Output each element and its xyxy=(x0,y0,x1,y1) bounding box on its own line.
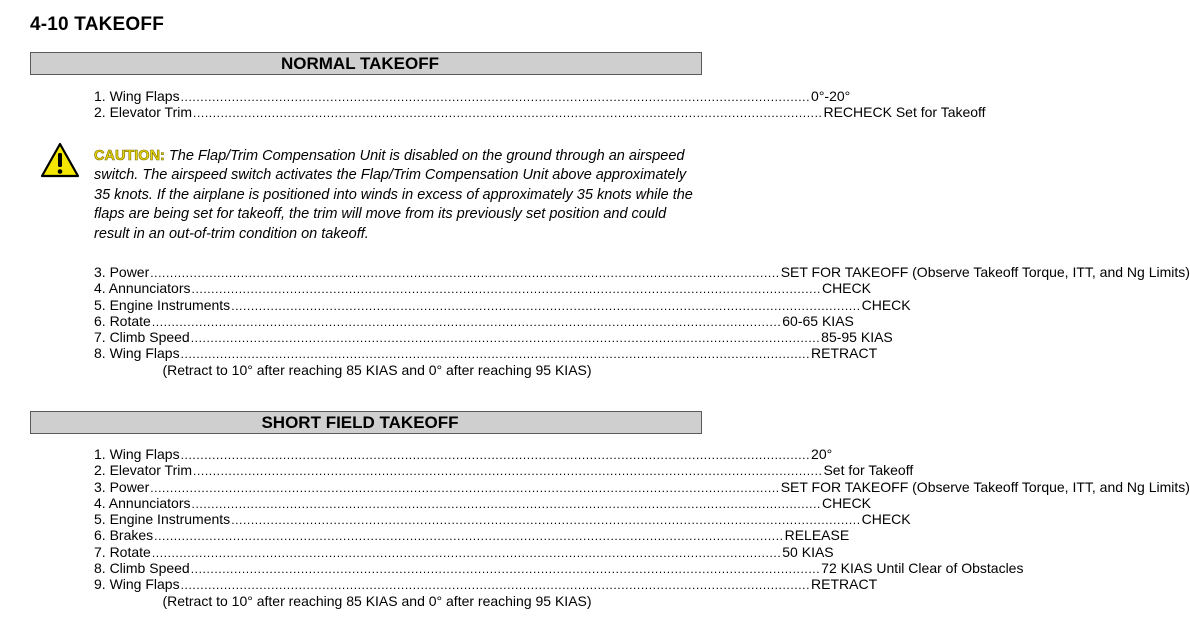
dot-leader: ................................................................................................................................................................ xyxy=(151,545,782,560)
section-title-normal: NORMAL TAKEOFF xyxy=(280,54,440,73)
dot-leader: ................................................................................................................................................................ xyxy=(151,314,782,329)
item-value: CHECK xyxy=(821,494,871,511)
checklist-item xyxy=(94,104,986,121)
dot-leader: ................................................................................................................................................................ xyxy=(190,562,821,577)
caution-label: CAUTION: xyxy=(94,148,165,164)
item-value: RETRACT xyxy=(811,576,878,593)
checklist-item xyxy=(94,560,1024,577)
item-value: 85-95 KIAS xyxy=(821,329,893,346)
item-label: 3. Power xyxy=(94,478,150,495)
item-label: 8. Climb Speed xyxy=(94,560,190,577)
item-value: RELEASE xyxy=(784,527,850,544)
item-value: CHECK xyxy=(861,296,911,313)
item-value: 60-65 KIAS xyxy=(782,312,854,329)
item-label: 2. Elevator Trim xyxy=(94,104,193,121)
item-label: 1. Wing Flaps xyxy=(94,446,180,462)
dot-leader: ................................................................................................................................................................ xyxy=(231,298,861,313)
retract-note: (Retract to 10° after reaching 85 KIAS and 0° after reaching 95 KIAS) xyxy=(162,592,592,609)
dot-leader: ................................................................................................................................................................ xyxy=(191,496,821,511)
item-label: 4. Annunciators xyxy=(94,494,191,511)
checklist-item xyxy=(94,280,871,297)
dot-leader: ................................................................................................................................................................ xyxy=(180,347,811,362)
checklist-item xyxy=(94,264,1190,280)
dot-leader: ................................................................................................................................................................ xyxy=(180,578,811,593)
dot-leader: ................................................................................................................................................................ xyxy=(231,513,861,528)
item-label: 9. Wing Flaps xyxy=(94,576,180,593)
checklist-normal-a xyxy=(94,88,986,121)
dot-leader: ................................................................................................................................................................ xyxy=(180,448,811,462)
item-value: SET FOR TAKEOFF (Observe Takeoff Torque, ITT, and Ng Limits) xyxy=(780,478,1190,495)
checklist-item xyxy=(94,494,871,511)
item-value: 50 KIAS xyxy=(782,543,834,560)
caution-block xyxy=(94,147,694,244)
checklist-normal-b xyxy=(94,264,1190,379)
dot-leader: ................................................................................................................................................................ xyxy=(150,266,780,280)
item-value: Set for Takeoff xyxy=(823,462,914,479)
item-label: 3. Power xyxy=(94,264,150,280)
item-value: 72 KIAS Until Clear of Obstacles xyxy=(821,560,1024,577)
item-label: 6. Brakes xyxy=(94,527,154,544)
item-label: 8. Wing Flaps xyxy=(94,345,180,362)
dot-leader: ................................................................................................................................................................ xyxy=(154,529,784,544)
checklist-item xyxy=(94,296,911,313)
dot-leader: ................................................................................................................................................................ xyxy=(193,464,823,479)
checklist-item xyxy=(94,312,854,329)
dot-leader: ................................................................................................................................................................ xyxy=(180,90,811,104)
checklist-item xyxy=(94,527,850,544)
checklist-item xyxy=(94,576,878,593)
dot-leader: ................................................................................................................................................................ xyxy=(193,106,823,121)
checklist-item xyxy=(94,88,851,104)
item-value: CHECK xyxy=(861,511,911,528)
item-value: RETRACT xyxy=(811,345,878,362)
dot-leader: ................................................................................................................................................................ xyxy=(150,480,780,495)
page-title: 4-10 TAKEOFF xyxy=(30,14,165,35)
retract-note: (Retract to 10° after reaching 85 KIAS and 0° after reaching 95 KIAS) xyxy=(162,361,592,378)
item-label: 6. Rotate xyxy=(94,312,151,329)
item-value: 20° xyxy=(811,446,833,462)
item-label: 5. Engine Instruments xyxy=(94,511,231,528)
checklist-item xyxy=(94,446,833,462)
item-label: 1. Wing Flaps xyxy=(94,88,180,104)
item-label: 7. Rotate xyxy=(94,543,151,560)
item-label: 5. Engine Instruments xyxy=(94,296,231,313)
checklist-item xyxy=(94,345,878,362)
item-value: CHECK xyxy=(821,280,871,297)
item-label: 4. Annunciators xyxy=(94,280,191,297)
dot-leader: ................................................................................................................................................................ xyxy=(191,282,821,297)
section-title-short: SHORT FIELD TAKEOFF xyxy=(261,413,459,432)
dot-leader: ................................................................................................................................................................ xyxy=(190,331,821,346)
checklist-item xyxy=(94,462,914,479)
checklist-item xyxy=(94,478,1190,495)
checklist-short xyxy=(94,446,1190,610)
checklist-item xyxy=(94,329,893,346)
item-label: 7. Climb Speed xyxy=(94,329,190,346)
item-value: RECHECK Set for Takeoff xyxy=(823,104,986,121)
item-value: SET FOR TAKEOFF (Observe Takeoff Torque, ITT, and Ng Limits) xyxy=(780,264,1190,280)
checklist-item xyxy=(94,543,834,560)
item-value: 0°-20° xyxy=(811,88,851,104)
warning-triangle-icon xyxy=(40,142,80,178)
caution-text: The Flap/Trim Compensation Unit is disabled on the ground through an airspeed switch. The airspeed switch activates the Flap/Trim Compensation Unit above approximately 35 knots. If the airplane is positioned into winds in excess of approximately 35 knots while the flaps are being set for takeoff, the trim will move from its previously set position and could result in an out-of-trim condition on takeoff. xyxy=(94,148,693,242)
checklist-item xyxy=(94,511,911,528)
item-label: 2. Elevator Trim xyxy=(94,462,193,479)
